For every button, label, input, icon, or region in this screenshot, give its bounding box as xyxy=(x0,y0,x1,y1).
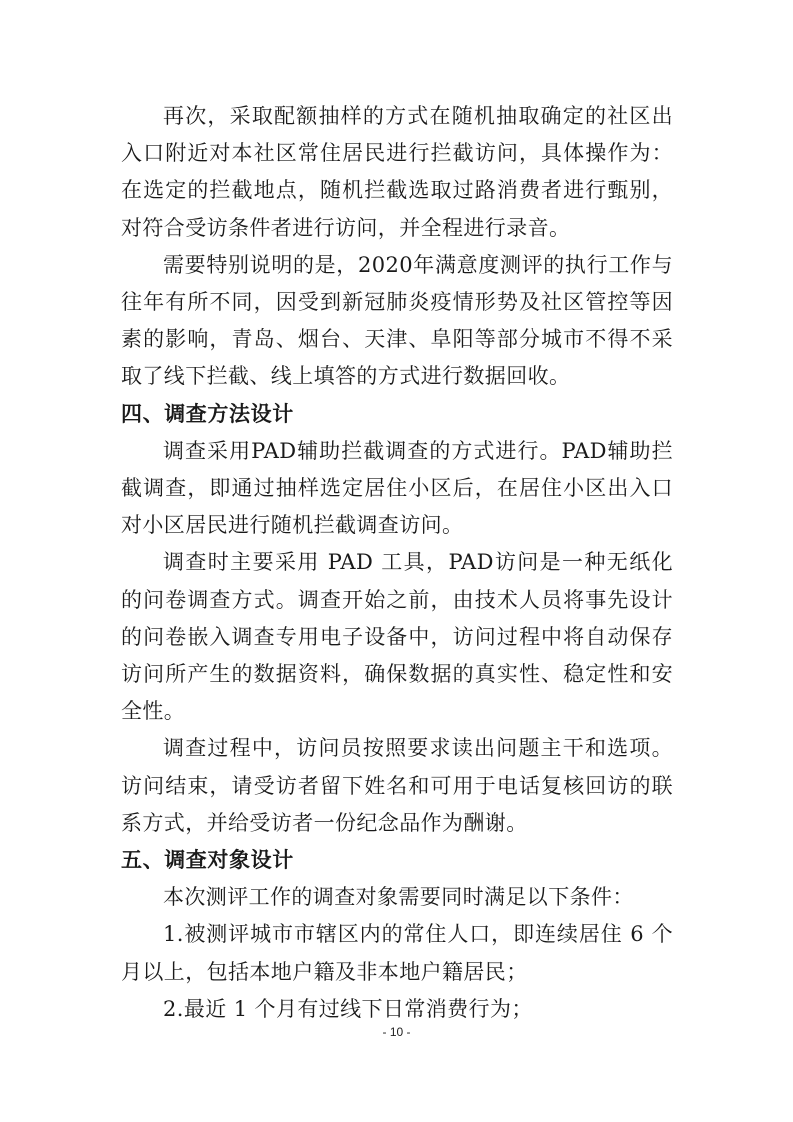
paragraph-conditions-intro: 本次测评工作的调查对象需要同时满足以下条件： xyxy=(163,885,634,910)
paragraph-special-note: 需要特别说明的是，2020年满意度测评的执行工作与往年有所不同，因受到新冠肺炎疫情形势及社区管控等因素的影响，青岛、烟台、天津、阜阳等部分城市不得不采取了线下拦截、线上填答的方式进行数据回收。 xyxy=(121,252,673,389)
paragraph-pad-tool: 调查时主要采用 PAD 工具，PAD访问是一种无纸化的问卷调查方式。调查开始之前，由技术人员将事先设计的问卷嵌入调查专用电子设备中，访问过程中将自动保存访问所产生的数据资料，确保数据的真实性、稳定性和安全性。 xyxy=(121,550,673,724)
paragraph-quota-sampling: 再次，采取配额抽样的方式在随机抽取确定的社区出入口附近对本社区常住居民进行拦截访问，具体操作为：在选定的拦截地点，随机拦截选取过路消费者进行甄别，对符合受访条件者进行访问，并全程进行录音。 xyxy=(121,104,673,240)
paragraph-interview-process: 调查过程中，访问员按照要求读出问题主干和选项。访问结束，请受访者留下姓名和可用于电话复核回访的联系方式，并给受访者一份纪念品作为酬谢。 xyxy=(121,736,673,835)
section-heading-survey-method: 四、调查方法设计 xyxy=(121,401,294,426)
list-item-condition-1: 1.被测评城市市辖区内的常住人口，即连续居住 6 个月以上，包括本地户籍及非本地户籍居民； xyxy=(121,922,673,984)
paragraph-pad-intercept: 调查采用PAD辅助拦截调查的方式进行。PAD辅助拦截调查，即通过抽样选定居住小区后，在居住小区出入口对小区居民进行随机拦截调查访问。 xyxy=(121,438,673,538)
page-number: - 10 - xyxy=(382,1025,411,1039)
section-heading-survey-subjects: 五、调查对象设计 xyxy=(121,848,294,873)
list-item-condition-2: 2.最近 1 个月有过线下日常消费行为； xyxy=(163,996,533,1021)
page-content xyxy=(121,98,673,1028)
